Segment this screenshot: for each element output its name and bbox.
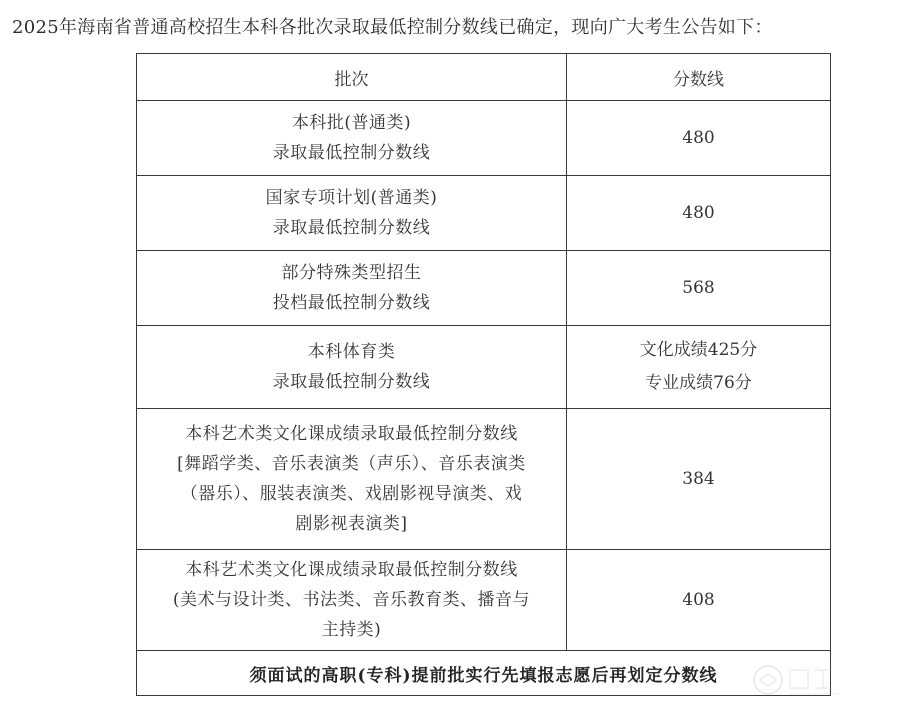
batch-line: 剧影视表演类] [295,514,408,534]
table-row [137,409,831,550]
score-cell [567,101,831,176]
batch-cell [137,550,567,651]
header-batch: 批次 [137,54,567,101]
watermark-logo-icon [748,660,848,700]
batch-line: 本科艺术类文化课成绩录取最低控制分数线 [185,424,518,444]
table-note-row [137,651,831,696]
table-header-row [137,54,831,101]
table-row [137,176,831,251]
batch-cell [137,176,567,251]
table-row [137,251,831,326]
batch-line: （器乐）、服装表演类、戏剧影视导演类、戏 [180,484,523,504]
batch-cell [137,326,567,409]
batch-line: 国家专项计划(普通类) [265,188,438,208]
batch-line: 录取最低控制分数线 [272,372,431,392]
score-table [136,53,831,696]
intro-text: 2025年海南省普通高校招生本科各批次录取最低控制分数线已确定，现向广大考生公告如下： [12,17,773,38]
batch-line: 投档最低控制分数线 [272,293,431,313]
table-row [137,550,831,651]
table-row [137,326,831,409]
batch-line: [舞蹈学类、音乐表演类（声乐）、音乐表演类 [177,454,526,474]
batch-line: 主持类) [321,620,382,640]
batch-line: 录取最低控制分数线 [272,143,431,163]
batch-line: (美术与设计类、书法类、音乐教育类、播音与 [172,590,531,610]
batch-line: 部分特殊类型招生 [281,263,422,283]
score-value: 480 [682,202,715,223]
score-value: 384 [682,468,715,489]
score-cell [567,550,831,651]
score-value: 480 [682,127,715,148]
batch-cell [137,409,567,550]
note-cell [137,651,831,696]
note-text: 须面试的高职(专科)提前批实行先填报志愿后再划定分数线 [249,665,718,686]
score-value: 文化成绩425分 [639,340,758,360]
batch-line: 本科艺术类文化课成绩录取最低控制分数线 [185,560,518,580]
header-score: 分数线 [567,54,831,101]
batch-line: 本科批(普通类) [291,113,412,133]
score-cell [567,176,831,251]
score-cell [567,326,831,409]
batch-line: 本科体育类 [307,342,396,362]
batch-cell [137,101,567,176]
score-value: 568 [682,277,715,298]
score-value: 408 [682,589,715,610]
batch-line: 录取最低控制分数线 [272,218,431,238]
batch-cell [137,251,567,326]
score-value: 专业成绩76分 [645,373,752,393]
score-cell [567,251,831,326]
table-row [137,101,831,176]
score-cell [567,409,831,550]
